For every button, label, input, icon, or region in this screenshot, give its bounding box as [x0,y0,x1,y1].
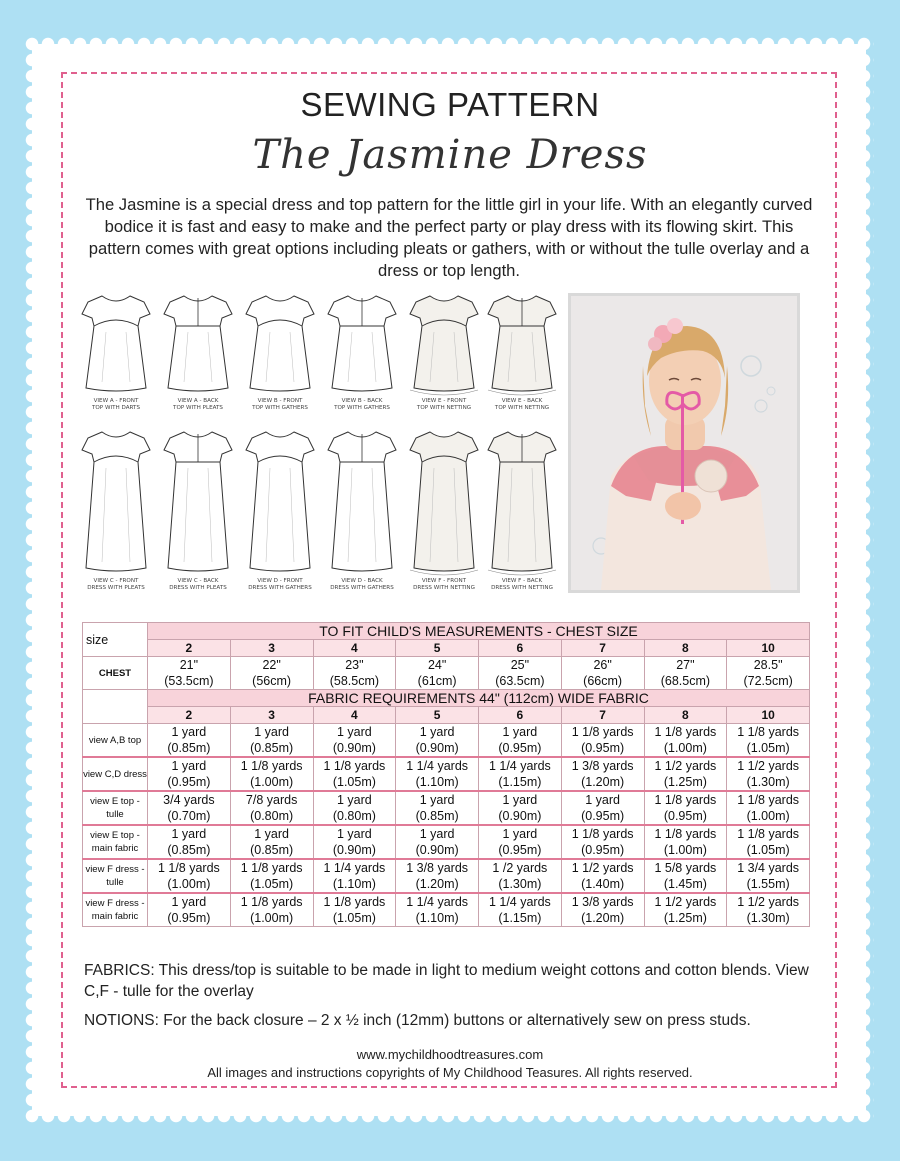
technical-drawings [78,292,558,612]
yards-value: 1 1/4 yards [488,759,551,773]
metres-value: (0.85m) [250,843,294,857]
yards-value: 1 1/2 yards [654,759,717,773]
sketch-view-6 [484,292,560,412]
metres-value: (1.20m) [581,911,625,925]
fabric-cell [561,825,644,859]
row-label: view E top - main fabric [83,825,148,859]
pattern-name: The Jasmine Dress [252,132,648,178]
metres-value: (1.00m) [250,911,294,925]
yards-value: 1 1/4 yards [323,861,386,875]
sketch-caption-style: TOP WITH GATHERS [334,405,390,411]
metres-value: (1.55m) [746,877,790,891]
fabric-cell [148,791,231,825]
yards-value: 1 yard [419,827,455,841]
fabric-cell [313,893,396,927]
chest-inches: 25" [510,658,530,672]
yards-value: 1 1/8 yards [654,827,717,841]
website-link[interactable]: www.mychildhoodtreasures.com [356,1047,544,1062]
sketch-caption-view: VIEW E - FRONT [421,398,467,404]
fabric-cell [230,893,313,927]
yards-value: 1 1/8 yards [157,861,220,875]
model-photo [568,293,800,593]
metres-value: (0.90m) [498,809,542,823]
sketch-view-8 [160,428,236,592]
fabric-cell [313,724,396,758]
metres-value: (1.05m) [746,741,790,755]
yards-value: 1 5/8 yards [654,861,717,875]
size-col-header: 4 [313,707,396,724]
fabric-cell [727,825,810,859]
chest-cell [230,657,313,690]
sketch-caption-style: DRESS WITH GATHERS [330,585,394,591]
metres-value: (1.30m) [746,775,790,789]
size-col-header: 3 [230,640,313,657]
fabric-cell [396,859,479,893]
chest-cm: (58.5cm) [329,674,380,688]
sketch-caption-style: DRESS WITH NETTING [413,585,475,591]
yards-value: 1 1/8 yards [240,861,303,875]
dress-sketch-icon [406,292,482,396]
chest-cm: (61cm) [417,674,457,688]
metres-value: (0.85m) [250,741,294,755]
sketch-view-7 [78,428,154,592]
yards-value: 1 yard [502,827,538,841]
metres-value: (1.05m) [746,843,790,857]
yards-value: 1 3/8 yards [571,895,634,909]
dress-sketch-icon [78,292,154,396]
metres-value: (1.40m) [581,877,625,891]
chest-cell [561,657,644,690]
yards-value: 1 yard [585,793,620,807]
fabric-cell [479,724,562,758]
fabric-cell [148,893,231,927]
yards-value: 1 yard [171,895,207,909]
fabric-cell [727,859,810,893]
sketch-caption-view: VIEW D - BACK [341,578,383,584]
sketch-view-5 [406,292,482,412]
sketch-caption-view: VIEW A - BACK [177,398,219,404]
sketch-caption-style: TOP WITH DARTS [91,405,141,411]
dress-sketch-icon [406,428,482,576]
metres-value: (0.85m) [167,741,211,755]
size-col-header: 7 [561,707,644,724]
table-row [83,859,810,893]
metres-value: (0.95m) [167,911,211,925]
metres-value: (1.20m) [415,877,459,891]
yards-value: 3/4 yards [163,793,215,807]
chest-inches: 21" [179,658,199,672]
fabric-cell [479,757,562,791]
metres-value: (0.95m) [167,775,211,789]
fabric-cell [727,893,810,927]
fabric-header: FABRIC REQUIREMENTS 44" (112cm) WIDE FABRIC [148,690,810,707]
yards-value: 1 yard [419,725,455,739]
fabric-cell [313,757,396,791]
size-col-header: 8 [644,640,727,657]
fabric-cell [727,791,810,825]
fabric-cell [644,825,727,859]
notions-note: NOTIONS: For the back closure – 2 x ½ inch (12mm) buttons or alternatively sew on press studs. [84,1012,751,1029]
metres-value: (1.05m) [250,877,294,891]
size-col-header: 10 [727,640,810,657]
yards-value: 1 yard [254,827,289,841]
yards-value: 1 yard [171,725,207,739]
metres-value: (0.70m) [167,809,211,823]
sketch-caption-view: VIEW B - FRONT [257,398,303,404]
metres-value: (0.90m) [415,741,459,755]
sketch-view-4 [324,292,400,412]
size-col-header: 5 [396,640,479,657]
chest-label: CHEST [83,657,148,690]
yards-value: 1 1/8 yards [737,725,800,739]
chest-inches: 27" [676,658,695,672]
dress-sketch-icon [242,292,318,396]
yards-value: 1 yard [254,725,289,739]
metres-value: (1.10m) [415,775,459,789]
yards-value: 1 yard [337,793,372,807]
row-label: view C,D dress [83,757,148,791]
yards-value: 1 1/2 yards [654,895,717,909]
dress-sketch-icon [484,428,560,576]
metres-value: (0.80m) [332,809,376,823]
sketch-view-11 [406,428,482,592]
sketch-caption-view: VIEW B - BACK [341,398,383,404]
row-label: view A,B top [83,724,148,758]
yards-value: 1 1/2 yards [737,759,800,773]
fabric-cell [644,757,727,791]
yards-value: 1 1/8 yards [654,793,717,807]
sketch-caption-view: VIEW F - BACK [501,578,543,584]
chest-inches: 23" [345,658,364,672]
metres-value: (1.00m) [663,741,707,755]
chest-cm: (56cm) [252,674,292,688]
sketch-caption-style: DRESS WITH PLEATS [87,585,145,591]
yards-value: 1 1/4 yards [488,895,551,909]
fabric-cell [396,825,479,859]
chest-inches: 24" [427,658,447,672]
fabric-cell [230,859,313,893]
chest-cell [148,657,231,690]
size-col-header: 10 [727,707,810,724]
chest-inches: 26" [593,658,612,672]
row-label: view F dress - tulle [83,859,148,893]
size-col-header: 5 [396,707,479,724]
chest-inches: 28.5" [753,658,783,672]
intro-text: The Jasmine is a special dress and top pattern for the little girl in your life. With an elegantly curved bodice it is fast and easy to make and the perfect party or play dress with its flowing skirt. This pattern comes with great options including pleats or gathers, with or without the tulle overlay and a dress or top length. [85,195,813,280]
fabric-cell [230,724,313,758]
yards-value: 1 1/2 yards [737,895,800,909]
metres-value: (1.15m) [498,775,542,789]
metres-value: (1.00m) [746,809,790,823]
fabric-cell [561,724,644,758]
metres-value: (1.05m) [332,775,376,789]
table-row [83,724,810,758]
fabric-cell [148,825,231,859]
table-row [83,757,810,791]
fabrics-note: FABRICS: This dress/top is suitable to be made in light to medium weight cottons and cotton blends. View C,F - tulle for the overlay [84,962,809,1000]
row-label: view F dress - main fabric [83,893,148,927]
fabric-cell [148,724,231,758]
page-title: SEWING PATTERN [300,86,600,123]
yards-value: 1 1/8 yards [571,725,634,739]
chest-cell [727,657,810,690]
sketch-caption-view: VIEW C - FRONT [93,578,139,584]
metres-value: (1.25m) [663,911,707,925]
sketch-caption-view: VIEW F - FRONT [421,578,467,584]
yards-value: 1 1/8 yards [323,895,386,909]
yards-value: 1 /2 yards [492,861,548,875]
sketch-caption-view: VIEW D - FRONT [257,578,303,584]
fabric-cell [313,859,396,893]
sketch-view-9 [242,428,318,592]
metres-value: (0.85m) [167,843,211,857]
fabric-cell [148,757,231,791]
sketch-view-10 [324,428,400,592]
fabric-cell [644,893,727,927]
chest-cell [396,657,479,690]
yards-value: 1 1/8 yards [737,827,800,841]
metres-value: (0.95m) [498,741,542,755]
yards-value: 1 1/8 yards [654,725,717,739]
yards-value: 1 1/8 yards [323,759,386,773]
fabric-cell [396,757,479,791]
metres-value: (1.10m) [332,877,376,891]
yards-value: 7/8 yards [245,793,298,807]
metres-value: (1.10m) [415,911,459,925]
size-col-header: 7 [561,640,644,657]
fabric-cell [561,791,644,825]
metres-value: (1.45m) [663,877,707,891]
yards-value: 1 1/8 yards [571,827,634,841]
dress-sketch-icon [242,428,318,576]
yards-value: 1 yard [502,793,538,807]
metres-value: (0.90m) [332,741,376,755]
yards-value: 1 1/8 yards [240,895,303,909]
size-col-header: 6 [479,707,562,724]
metres-value: (1.00m) [167,877,211,891]
chest-cell [313,657,396,690]
fabric-cell [727,724,810,758]
yards-value: 1 1/8 yards [737,793,800,807]
fabric-cell [313,825,396,859]
dress-sketch-icon [160,292,236,396]
fabric-cell [561,893,644,927]
fabric-cell [230,757,313,791]
chest-cm: (68.5cm) [660,674,711,688]
size-label: size [83,623,148,657]
yards-value: 1 yard [171,759,207,773]
size-col-header: 3 [230,707,313,724]
size-col-header: 4 [313,640,396,657]
sketch-caption-style: TOP WITH NETTING [494,405,550,411]
metres-value: (0.95m) [581,843,625,857]
sketch-caption-view: VIEW E - BACK [501,398,543,404]
yards-value: 1 yard [419,793,455,807]
fabric-cell [644,859,727,893]
metres-value: (0.95m) [581,741,625,755]
metres-value: (0.90m) [332,843,376,857]
sketch-caption-view: VIEW A - FRONT [93,398,139,404]
yards-value: 1 3/8 yards [571,759,634,773]
size-chart [82,622,810,927]
sketch-caption-style: TOP WITH NETTING [416,405,472,411]
dress-sketch-icon [78,428,154,576]
yards-value: 1 3/4 yards [737,861,800,875]
sketch-view-3 [242,292,318,412]
metres-value: (1.20m) [581,775,625,789]
chest-cm: (53.5cm) [164,674,214,688]
metres-value: (1.25m) [663,775,707,789]
measurements-header: TO FIT CHILD'S MEASUREMENTS - CHEST SIZE [148,623,810,640]
sketch-caption-style: DRESS WITH NETTING [491,585,553,591]
sketch-caption-style: TOP WITH GATHERS [252,405,308,411]
yards-value: 1 yard [337,827,372,841]
fabric-cell [396,893,479,927]
metres-value: (0.80m) [250,809,294,823]
sketch-view-12 [484,428,560,592]
fabric-cell [396,724,479,758]
sketch-caption-style: TOP WITH PLEATS [173,405,223,411]
yards-value: 1 1/2 yards [571,861,634,875]
dress-sketch-icon [324,292,400,396]
sketch-caption-style: DRESS WITH GATHERS [248,585,312,591]
fabric-cell [479,825,562,859]
girl-photo-illustration [571,296,797,590]
fabric-cell [479,791,562,825]
chest-cell [644,657,727,690]
metres-value: (0.95m) [663,809,707,823]
dress-sketch-icon [324,428,400,576]
metres-value: (1.00m) [663,843,707,857]
fabric-cell [230,825,313,859]
table-row [83,825,810,859]
metres-value: (1.00m) [250,775,294,789]
fabric-cell [644,724,727,758]
fabric-cell [479,893,562,927]
fabric-cell [727,757,810,791]
size-col-header: 8 [644,707,727,724]
dress-sketch-icon [160,428,236,576]
chest-cm: (72.5cm) [743,674,793,688]
metres-value: (1.30m) [746,911,790,925]
metres-value: (1.30m) [498,877,542,891]
metres-value: (0.95m) [498,843,542,857]
metres-value: (0.85m) [415,809,459,823]
yards-value: 1 yard [171,827,207,841]
blank-cell [83,690,148,724]
fabric-cell [561,859,644,893]
sketch-caption-view: VIEW C - BACK [177,578,219,584]
metres-value: (1.05m) [332,911,376,925]
dress-sketch-icon [484,292,560,396]
fabric-cell [313,791,396,825]
size-col-header: 2 [148,640,231,657]
yards-value: 1 1/4 yards [406,895,469,909]
fabric-cell [148,859,231,893]
chest-inches: 22" [262,658,281,672]
chest-cm: (63.5cm) [495,674,545,688]
copyright-text: All images and instructions copyrights of My Childhood Teasures. All rights reserved. [207,1065,693,1080]
metres-value: (1.15m) [498,911,542,925]
yards-value: 1 yard [337,725,372,739]
metres-value: (0.95m) [581,809,625,823]
fabric-cell [479,859,562,893]
yards-value: 1 1/8 yards [240,759,303,773]
sketch-view-1 [78,292,154,412]
fabric-cell [644,791,727,825]
row-label: view E top - tulle [83,791,148,825]
table-row [83,791,810,825]
size-col-header: 6 [479,640,562,657]
chest-cm: (66cm) [583,674,623,688]
chest-cell [479,657,562,690]
sketch-view-2 [160,292,236,412]
fabric-cell [396,791,479,825]
yards-value: 1 yard [502,725,538,739]
fabric-cell [230,791,313,825]
yards-value: 1 1/4 yards [406,759,469,773]
sketch-caption-style: DRESS WITH PLEATS [169,585,227,591]
size-col-header: 2 [148,707,231,724]
metres-value: (0.90m) [415,843,459,857]
fabric-cell [561,757,644,791]
yards-value: 1 3/8 yards [406,861,469,875]
table-row [83,893,810,927]
